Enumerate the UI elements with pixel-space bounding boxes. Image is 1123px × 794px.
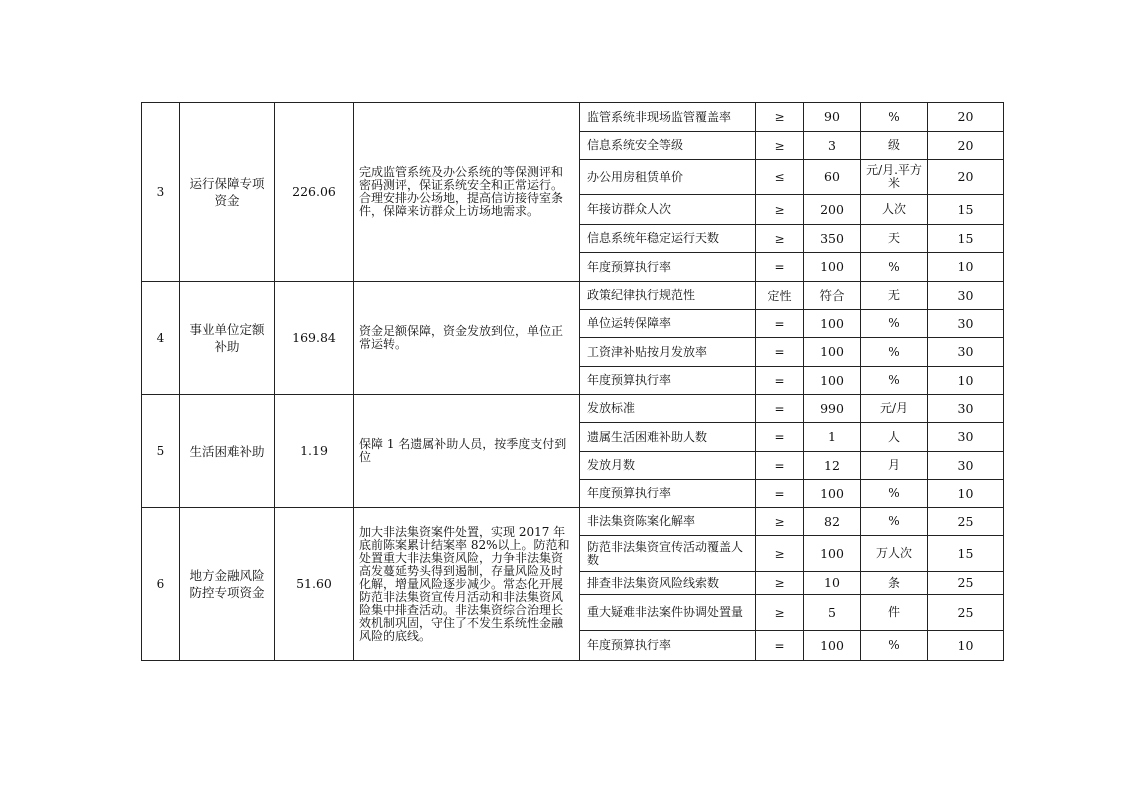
indicator-unit: 天 [861, 225, 928, 253]
project-name: 事业单位定额补助 [180, 282, 275, 395]
indicator-unit: 元/月 [861, 395, 928, 423]
indicator-name: 发放标准 [580, 395, 756, 423]
project-name: 地方金融风险防控专项资金 [180, 508, 275, 661]
indicator-score: 20 [928, 160, 1004, 195]
indicator-name: 重大疑难非法案件协调处置量 [580, 595, 756, 631]
indicator-score: 15 [928, 225, 1004, 253]
indicator-name: 年接访群众人次 [580, 195, 756, 225]
table-row [142, 395, 1004, 423]
indicator-name: 政策纪律执行规范性 [580, 282, 756, 310]
indicator-unit: 无 [861, 282, 928, 310]
indicator-value: 10 [804, 572, 861, 595]
indicator-score: 20 [928, 103, 1004, 132]
indicator-value: 12 [804, 452, 861, 480]
indicator-name: 信息系统安全等级 [580, 132, 756, 160]
indicator-operator: ≤ [756, 160, 804, 195]
indicator-operator: = [756, 631, 804, 661]
project-amount: 1.19 [275, 395, 354, 508]
indicator-unit: % [861, 480, 928, 508]
indicator-unit: % [861, 310, 928, 338]
project-amount: 51.60 [275, 508, 354, 661]
indicator-unit: 人次 [861, 195, 928, 225]
indicator-score: 20 [928, 132, 1004, 160]
indicator-name: 年度预算执行率 [580, 367, 756, 395]
indicator-name: 办公用房租赁单价 [580, 160, 756, 195]
indicator-value: 1 [804, 423, 861, 452]
indicator-score: 30 [928, 395, 1004, 423]
table-row [142, 282, 1004, 310]
indicator-value: 5 [804, 595, 861, 631]
indicator-score: 25 [928, 595, 1004, 631]
indicator-operator: ≥ [756, 103, 804, 132]
indicator-score: 30 [928, 310, 1004, 338]
project-description: 完成监管系统及办公系统的等保测评和密码测评，保证系统安全和正常运行。合理安排办公场地，提高信访接待室条件，保障来访群众上访场地需求。 [354, 103, 580, 282]
indicator-operator: ≥ [756, 195, 804, 225]
indicator-operator: = [756, 452, 804, 480]
indicator-name: 工资津补贴按月发放率 [580, 338, 756, 367]
indicator-operator: ≥ [756, 225, 804, 253]
indicator-value: 100 [804, 367, 861, 395]
indicator-score: 10 [928, 480, 1004, 508]
indicator-name: 监管系统非现场监管覆盖率 [580, 103, 756, 132]
performance-table [141, 102, 1004, 661]
row-number: 5 [142, 395, 180, 508]
indicator-unit: % [861, 367, 928, 395]
project-name: 运行保障专项资金 [180, 103, 275, 282]
indicator-unit: 万人次 [861, 536, 928, 572]
project-description: 保障 1 名遗属补助人员，按季度支付到位 [354, 395, 580, 508]
indicator-operator: = [756, 338, 804, 367]
indicator-value: 200 [804, 195, 861, 225]
indicator-value: 100 [804, 631, 861, 661]
indicator-name: 防范非法集资宣传活动覆盖人数 [580, 536, 756, 572]
indicator-value: 350 [804, 225, 861, 253]
indicator-name: 发放月数 [580, 452, 756, 480]
indicator-name: 非法集资陈案化解率 [580, 508, 756, 536]
indicator-unit: 月 [861, 452, 928, 480]
indicator-operator: = [756, 367, 804, 395]
indicator-unit: 件 [861, 595, 928, 631]
indicator-score: 10 [928, 631, 1004, 661]
indicator-unit: % [861, 508, 928, 536]
indicator-operator: = [756, 253, 804, 282]
project-amount: 226.06 [275, 103, 354, 282]
indicator-score: 15 [928, 536, 1004, 572]
indicator-name: 遗属生活困难补助人数 [580, 423, 756, 452]
indicator-score: 10 [928, 253, 1004, 282]
indicator-value: 100 [804, 310, 861, 338]
project-name: 生活困难补助 [180, 395, 275, 508]
indicator-unit: 条 [861, 572, 928, 595]
indicator-unit: % [861, 338, 928, 367]
indicator-unit: 人 [861, 423, 928, 452]
indicator-operator: ≥ [756, 508, 804, 536]
indicator-name: 年度预算执行率 [580, 480, 756, 508]
indicator-name: 单位运转保障率 [580, 310, 756, 338]
indicator-operator: = [756, 310, 804, 338]
indicator-name: 年度预算执行率 [580, 253, 756, 282]
indicator-score: 25 [928, 508, 1004, 536]
project-description: 资金足额保障，资金发放到位，单位正常运转。 [354, 282, 580, 395]
indicator-operator: = [756, 423, 804, 452]
project-description: 加大非法集资案件处置，实现 2017 年底前陈案累计结案率 82%以上。防范和处置重大非法集资风险，力争非法集资高发蔓延势头得到遏制，存量风险及时化解，增量风险逐步减少。常态化开展防范非法集资宣传月活动和非法集资风险集中排查活动。非法集资综合治理长效机制巩固，守住了不发生系统性金融风险的底线。 [354, 508, 580, 661]
indicator-value: 82 [804, 508, 861, 536]
indicator-name: 年度预算执行率 [580, 631, 756, 661]
indicator-unit: % [861, 103, 928, 132]
indicator-unit: % [861, 631, 928, 661]
indicator-unit: 级 [861, 132, 928, 160]
project-amount: 169.84 [275, 282, 354, 395]
indicator-operator: ≥ [756, 536, 804, 572]
indicator-unit: 元/月.平方米 [861, 160, 928, 195]
row-number: 3 [142, 103, 180, 282]
indicator-operator: = [756, 395, 804, 423]
indicator-operator: ≥ [756, 595, 804, 631]
row-number: 6 [142, 508, 180, 661]
indicator-value: 100 [804, 480, 861, 508]
indicator-value: 990 [804, 395, 861, 423]
indicator-operator: = [756, 480, 804, 508]
table-row [142, 103, 1004, 132]
table-row [142, 508, 1004, 536]
indicator-value: 90 [804, 103, 861, 132]
indicator-value: 60 [804, 160, 861, 195]
row-number: 4 [142, 282, 180, 395]
indicator-score: 30 [928, 452, 1004, 480]
indicator-unit: % [861, 253, 928, 282]
indicator-score: 25 [928, 572, 1004, 595]
indicator-value: 100 [804, 536, 861, 572]
indicator-operator: ≥ [756, 572, 804, 595]
indicator-value: 100 [804, 253, 861, 282]
indicator-score: 30 [928, 338, 1004, 367]
indicator-value: 3 [804, 132, 861, 160]
indicator-operator: ≥ [756, 132, 804, 160]
indicator-score: 15 [928, 195, 1004, 225]
indicator-score: 30 [928, 423, 1004, 452]
indicator-operator: 定性 [756, 282, 804, 310]
indicator-name: 排查非法集资风险线索数 [580, 572, 756, 595]
indicator-score: 30 [928, 282, 1004, 310]
indicator-name: 信息系统年稳定运行天数 [580, 225, 756, 253]
indicator-value: 符合 [804, 282, 861, 310]
indicator-score: 10 [928, 367, 1004, 395]
indicator-value: 100 [804, 338, 861, 367]
